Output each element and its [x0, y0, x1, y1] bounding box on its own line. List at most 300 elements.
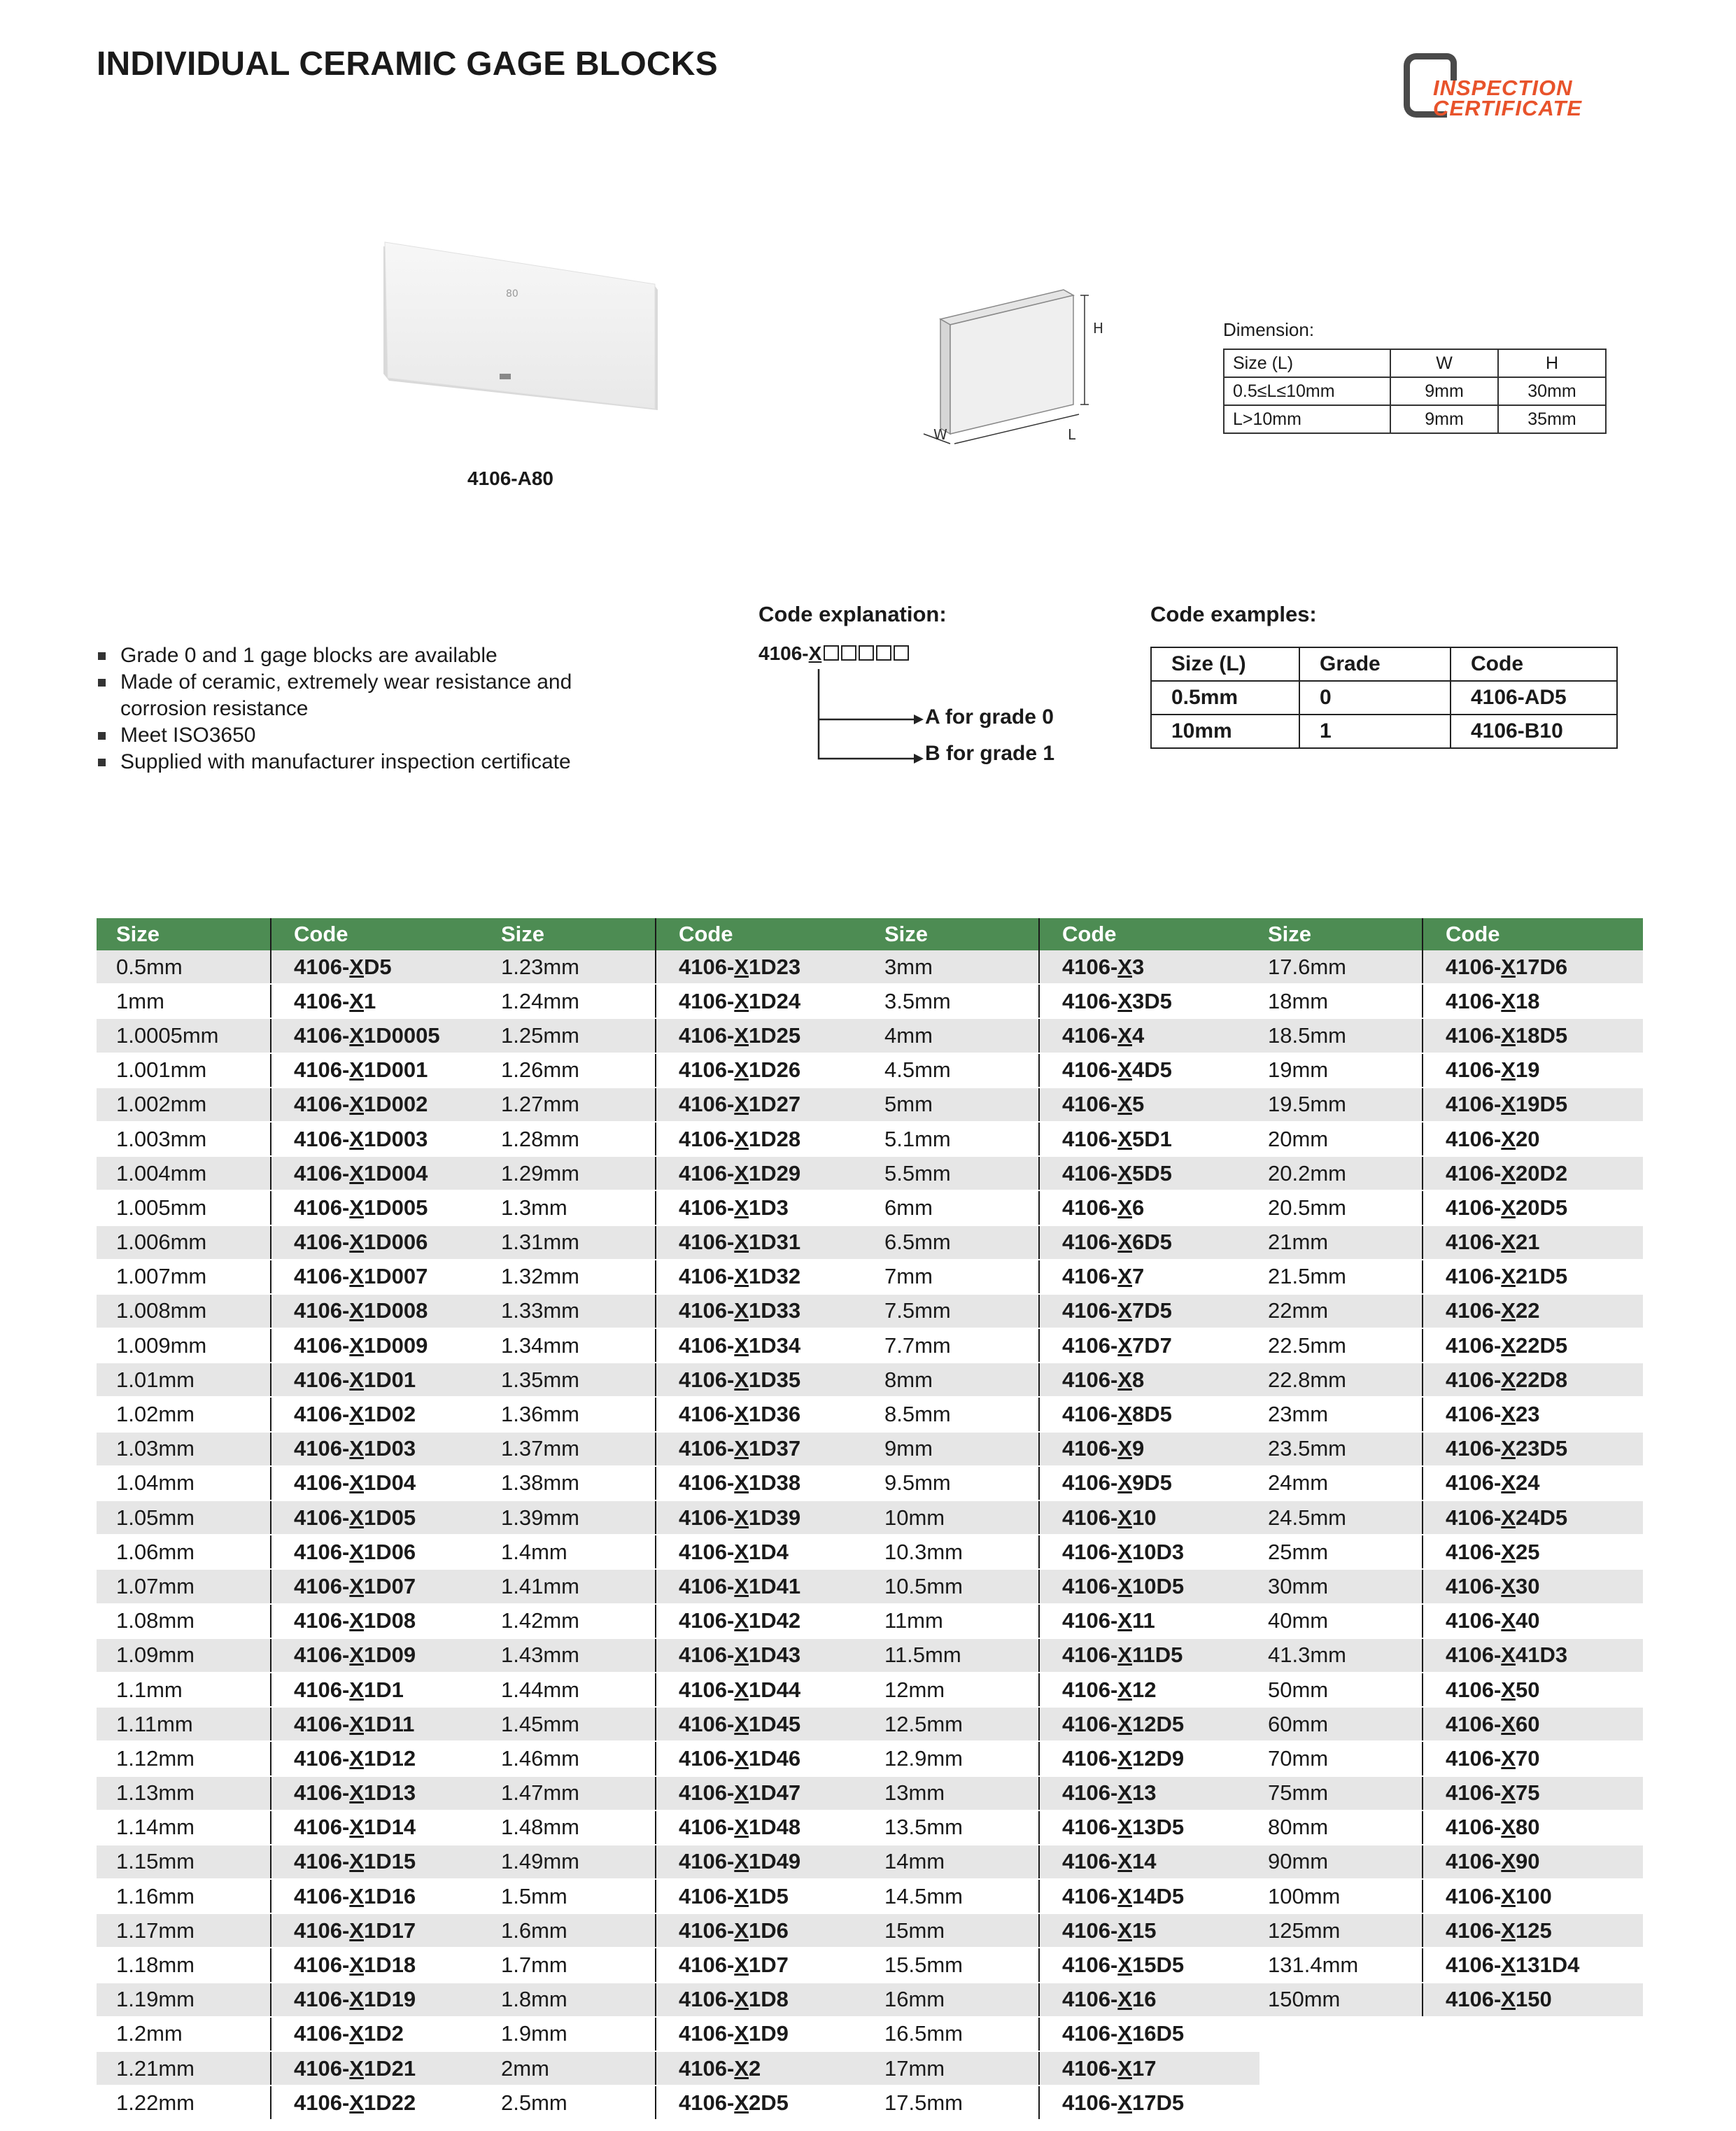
- code-prefix: 4106-: [679, 2090, 735, 2115]
- code-cell: [1039, 1466, 1259, 1500]
- code-suffix: 1D009: [363, 1332, 428, 1358]
- size-cell: 5.1mm: [865, 1122, 1039, 1156]
- code-cell: [271, 1913, 491, 1948]
- code-prefix: 4106-: [294, 1643, 350, 1668]
- table-row: [865, 2086, 1259, 2120]
- arrow-icon: [812, 669, 924, 767]
- size-cell: 15mm: [865, 1913, 1039, 1948]
- code-cell: [1423, 1053, 1643, 1088]
- code-suffix: 1D28: [748, 1126, 801, 1151]
- size-cell: 1.15mm: [97, 1845, 271, 1879]
- code-cell: [271, 984, 491, 1018]
- size-cell: 1.46mm: [481, 1741, 656, 1775]
- code-cell: [271, 1088, 491, 1122]
- table-row: [97, 1638, 491, 1673]
- box-icon: [894, 645, 909, 661]
- table-cell: 0.5≤L≤10mm: [1224, 377, 1390, 405]
- code-suffix: 1D07: [363, 1573, 416, 1598]
- code-cell: [656, 2086, 876, 2120]
- table-row: [97, 1673, 491, 1707]
- table-row: [1151, 681, 1617, 715]
- code-x: X: [1501, 1643, 1516, 1668]
- code-prefix: 4106-: [1062, 1332, 1118, 1358]
- size-cell: 1.12mm: [97, 1741, 271, 1775]
- table-row: [481, 1776, 876, 1810]
- size-code-table-3: [865, 918, 1259, 2121]
- code-cell: [1039, 1053, 1259, 1088]
- code-suffix: 1D49: [748, 1849, 801, 1874]
- code-suffix: 1D11: [363, 1711, 415, 1736]
- code-cell: [656, 1741, 876, 1775]
- table-header-row: [481, 918, 876, 950]
- page-title: INDIVIDUAL CERAMIC GAGE BLOCKS: [97, 45, 718, 83]
- code-prefix: 4106-: [1446, 1126, 1502, 1151]
- code-suffix: 1D5: [748, 1883, 789, 1908]
- table-row: [481, 1260, 876, 1294]
- code-prefix: 4106-: [294, 2021, 350, 2046]
- code-x: X: [1117, 1195, 1132, 1220]
- code-x: X: [1117, 1264, 1132, 1289]
- code-prefix: 4106-: [294, 1298, 350, 1323]
- code-x: X: [1117, 1918, 1132, 1943]
- code-prefix: 4106-: [679, 1815, 735, 1840]
- table-row: [865, 1397, 1259, 1431]
- size-cell: 1.26mm: [481, 1053, 656, 1088]
- code-x: X: [1117, 1780, 1132, 1806]
- size-cell: 19.5mm: [1248, 1088, 1423, 1122]
- code-cell: [1039, 1397, 1259, 1431]
- code-x: X: [1501, 1573, 1516, 1598]
- size-cell: 16.5mm: [865, 2017, 1039, 2051]
- table-row: [1248, 1122, 1643, 1156]
- code-suffix: 15D5: [1131, 1953, 1185, 1978]
- code-x: X: [734, 2055, 749, 2081]
- code-x: X: [1117, 1539, 1132, 1564]
- code-suffix: 1D06: [363, 1539, 416, 1564]
- code-prefix: 4106-: [1446, 1092, 1502, 1117]
- size-cell: 75mm: [1248, 1776, 1423, 1810]
- size-cell: 1.13mm: [97, 1776, 271, 1810]
- size-cell: 6.5mm: [865, 1225, 1039, 1260]
- table-row: [481, 1741, 876, 1775]
- code-suffix: 9D5: [1131, 1470, 1172, 1496]
- code-x: X: [1501, 1711, 1516, 1736]
- code-prefix: 4106-: [1062, 1849, 1118, 1874]
- size-cell: 1.37mm: [481, 1432, 656, 1466]
- code-suffix: 40: [1515, 1608, 1540, 1633]
- size-cell: 7.7mm: [865, 1328, 1039, 1363]
- code-cell: [1039, 1500, 1259, 1535]
- code-cell: [1039, 1604, 1259, 1638]
- code-x: X: [1117, 1092, 1132, 1117]
- code-cell: [1039, 2086, 1259, 2120]
- code-cell: [1423, 1397, 1643, 1431]
- code-x: X: [349, 1539, 364, 1564]
- code-suffix: 1D05: [363, 1505, 416, 1530]
- code-cell: [656, 984, 876, 1018]
- code-prefix: 4106-: [1062, 1092, 1118, 1117]
- code-x: X: [1501, 1539, 1516, 1564]
- code-x: X: [734, 1849, 749, 1874]
- code-suffix: 1D02: [363, 1402, 416, 1427]
- table-cell: 0.5mm: [1151, 681, 1299, 715]
- code-suffix: 41D3: [1515, 1643, 1568, 1668]
- size-cell: 1.43mm: [481, 1638, 656, 1673]
- code-cell: [271, 1190, 491, 1225]
- code-cell: [271, 1535, 491, 1569]
- table-cell: 9mm: [1390, 405, 1498, 433]
- code-cell: [656, 1845, 876, 1879]
- size-cell: 100mm: [1248, 1879, 1423, 1913]
- code-x: X: [349, 1367, 364, 1392]
- code-prefix: 4106-: [294, 1367, 350, 1392]
- code-x: X: [1501, 1677, 1516, 1702]
- table-row: [865, 1983, 1259, 2017]
- size-cell: 1.42mm: [481, 1604, 656, 1638]
- code-x: X: [734, 1815, 749, 1840]
- code-suffix: 22: [1515, 1298, 1540, 1323]
- size-cell: 1.09mm: [97, 1638, 271, 1673]
- table-cell: L>10mm: [1224, 405, 1390, 433]
- code-x: X: [734, 1953, 749, 1978]
- table-row: [1248, 1088, 1643, 1122]
- table-row: [865, 1294, 1259, 1328]
- code-prefix: 4106-: [1446, 1883, 1502, 1908]
- code-cell: [1423, 1638, 1643, 1673]
- code-prefix: 4106-: [679, 1436, 735, 1461]
- code-prefix: 4106-: [294, 1057, 350, 1083]
- size-cell: 1.39mm: [481, 1500, 656, 1535]
- code-suffix: 1D42: [748, 1608, 801, 1633]
- code-prefix: 4106-: [294, 988, 350, 1013]
- code-cell: [1039, 1225, 1259, 1260]
- size-cell: 16mm: [865, 1983, 1039, 2017]
- code-cell: [1039, 1535, 1259, 1569]
- code-x: X: [1501, 1160, 1516, 1186]
- code-suffix: 1D46: [748, 1745, 801, 1771]
- size-cell: 3.5mm: [865, 984, 1039, 1018]
- code-cell: [1423, 1328, 1643, 1363]
- table-row: [481, 1053, 876, 1088]
- code-x: X: [1117, 1711, 1132, 1736]
- code-cell: [1423, 1294, 1643, 1328]
- table-row: [865, 1879, 1259, 1913]
- table-row: [1248, 1569, 1643, 1603]
- code-suffix: 1D31: [748, 1230, 801, 1255]
- code-x: X: [1117, 1298, 1132, 1323]
- code-prefix: 4106-: [1062, 2090, 1118, 2115]
- code-prefix: 4106-: [294, 1402, 350, 1427]
- code-cell: [1039, 1156, 1259, 1190]
- table-row: [481, 1535, 876, 1569]
- size-cell: 8mm: [865, 1363, 1039, 1397]
- grade-a-label: A for grade 0: [925, 705, 1054, 729]
- table-row: [481, 984, 876, 1018]
- code-x: X: [1501, 1987, 1516, 2012]
- code-suffix: 1D47: [748, 1780, 801, 1806]
- table-row: [1248, 1845, 1643, 1879]
- code-suffix: 1D26: [748, 1057, 801, 1083]
- code-cell: [1423, 1948, 1643, 1982]
- code-suffix: D5: [363, 954, 392, 979]
- size-cell: 1.08mm: [97, 1604, 271, 1638]
- size-cell: 1.4mm: [481, 1535, 656, 1569]
- table-row: [1248, 1294, 1643, 1328]
- code-cell: [1423, 1156, 1643, 1190]
- code-suffix: 12D9: [1131, 1745, 1185, 1771]
- table-row: [481, 1673, 876, 1707]
- code-cell: [1423, 1604, 1643, 1638]
- size-cell: 24.5mm: [1248, 1500, 1423, 1535]
- code-prefix: 4106-: [1446, 1022, 1502, 1048]
- table-row: [1248, 1776, 1643, 1810]
- code-cell: [1423, 1535, 1643, 1569]
- code-x: X: [349, 1987, 364, 2012]
- code-prefix: 4106-: [1062, 1643, 1118, 1668]
- photo-caption: 4106-A80: [467, 467, 553, 489]
- code-cell: [656, 1466, 876, 1500]
- code-suffix: 1D15: [363, 1849, 416, 1874]
- code-x: X: [1501, 1057, 1516, 1083]
- code-prefix: 4106-: [1062, 1195, 1118, 1220]
- table-cell: 1: [1299, 715, 1451, 748]
- code-suffix: 17D5: [1131, 2090, 1185, 2115]
- size-cell: 4.5mm: [865, 1053, 1039, 1088]
- code-prefix: 4106-: [1446, 954, 1502, 979]
- table-row: [97, 1225, 491, 1260]
- table-header-cell: Size (L): [1151, 647, 1299, 681]
- code-suffix: 12: [1131, 1677, 1157, 1702]
- table-row: [481, 1879, 876, 1913]
- code-cell: [1039, 1776, 1259, 1810]
- code-cell: [1423, 1776, 1643, 1810]
- code-prefix: 4106-: [1062, 1505, 1118, 1530]
- code-suffix: 5D5: [1131, 1160, 1172, 1186]
- code-x: X: [1501, 1815, 1516, 1840]
- code-cell: [1039, 1983, 1259, 2017]
- code-x: X: [349, 1608, 364, 1633]
- table-row: [1248, 1053, 1643, 1088]
- code-prefix: 4106-: [679, 2055, 735, 2081]
- code-cell: [271, 1845, 491, 1879]
- table-row: [865, 1913, 1259, 1948]
- table-row: [481, 1328, 876, 1363]
- table-row: [865, 1156, 1259, 1190]
- code-cell: [656, 1328, 876, 1363]
- code-cell: [271, 1432, 491, 1466]
- code-x: X: [349, 1195, 364, 1220]
- feature-list: [97, 642, 572, 775]
- code-suffix: 1D45: [748, 1711, 801, 1736]
- code-prefix: 4106-: [1062, 1230, 1118, 1255]
- table-row: [481, 1638, 876, 1673]
- size-cell: 1.18mm: [97, 1948, 271, 1982]
- table-row: [1248, 1983, 1643, 2017]
- code-cell: [1423, 1707, 1643, 1741]
- code-x: X: [734, 1332, 749, 1358]
- code-cell: [656, 1363, 876, 1397]
- code-prefix: 4106-: [679, 1402, 735, 1427]
- code-prefix: 4106-: [1062, 1711, 1118, 1736]
- code-suffix: 6D5: [1131, 1230, 1172, 1255]
- table-row: [97, 1983, 491, 2017]
- size-cell: 8.5mm: [865, 1397, 1039, 1431]
- code-suffix: 18: [1515, 988, 1540, 1013]
- code-x: X: [734, 1436, 749, 1461]
- size-cell: 1.44mm: [481, 1673, 656, 1707]
- code-prefix: 4106-: [1062, 1677, 1118, 1702]
- code-x: X: [349, 2055, 364, 2081]
- code-x: X: [1117, 1849, 1132, 1874]
- code-suffix: 13D5: [1131, 1815, 1185, 1840]
- code-prefix: 4106-: [1062, 1367, 1118, 1392]
- code-x: X: [1117, 1505, 1132, 1530]
- size-cell: 1.06mm: [97, 1535, 271, 1569]
- size-header: Size: [865, 918, 1039, 950]
- code-prefix: 4106-: [294, 2055, 350, 2081]
- code-cell: [656, 1673, 876, 1707]
- code-prefix: 4106-: [1446, 1677, 1502, 1702]
- code-suffix: 1D41: [748, 1573, 801, 1598]
- code-prefix: 4106-: [1062, 1436, 1118, 1461]
- code-cell: [656, 1053, 876, 1088]
- code-cell: [656, 1432, 876, 1466]
- code-prefix: 4106-: [1062, 1264, 1118, 1289]
- code-suffix: 1D37: [748, 1436, 801, 1461]
- size-cell: 22.5mm: [1248, 1328, 1423, 1363]
- table-row: [865, 1328, 1259, 1363]
- code-prefix: 4106-: [1062, 1953, 1118, 1978]
- code-prefix: 4106-: [294, 1195, 350, 1220]
- code-x: X: [349, 1573, 364, 1598]
- code-prefix: 4106-: [1446, 1539, 1502, 1564]
- code-prefix: 4106-: [679, 1849, 735, 1874]
- code-prefix: 4106-: [1446, 988, 1502, 1013]
- code-prefix: 4106-: [1446, 1230, 1502, 1255]
- table-row: [1224, 405, 1606, 433]
- code-cell: [271, 1673, 491, 1707]
- table-row: [1248, 1466, 1643, 1500]
- code-prefix: 4106-: [1062, 1057, 1118, 1083]
- size-cell: 12.5mm: [865, 1707, 1039, 1741]
- code-suffix: 1D25: [748, 1022, 801, 1048]
- code-x: X: [349, 2090, 364, 2115]
- table-row: [865, 1741, 1259, 1775]
- code-suffix: 1D48: [748, 1815, 801, 1840]
- code-x: X: [1117, 1883, 1132, 1908]
- code-prefix: 4106-: [1446, 1918, 1502, 1943]
- code-suffix: 1: [363, 988, 376, 1013]
- code-x: X: [1501, 1883, 1516, 1908]
- code-x: X: [349, 1849, 364, 1874]
- code-x: X: [1117, 1643, 1132, 1668]
- code-x: X: [1117, 1126, 1132, 1151]
- code-suffix: 2D5: [748, 2090, 789, 2115]
- code-x: X: [1501, 1332, 1516, 1358]
- code-x: X: [1117, 1987, 1132, 2012]
- code-cell: [656, 1190, 876, 1225]
- table-row: [97, 1879, 491, 1913]
- table-row: [481, 1604, 876, 1638]
- size-cell: 1.24mm: [481, 984, 656, 1018]
- code-suffix: 1D9: [748, 2021, 789, 2046]
- code-prefix: 4106-: [1062, 1987, 1118, 2012]
- table-row: [97, 2086, 491, 2120]
- size-cell: 1.33mm: [481, 1294, 656, 1328]
- table-cell: 4106-AD5: [1451, 681, 1617, 715]
- size-cell: 1.3mm: [481, 1190, 656, 1225]
- code-suffix: 1D004: [363, 1160, 428, 1186]
- code-x: X: [734, 1402, 749, 1427]
- code-prefix: 4106-: [1446, 1815, 1502, 1840]
- code-suffix: 1D006: [363, 1230, 428, 1255]
- code-x: X: [349, 1815, 364, 1840]
- code-cell: [271, 1983, 491, 2017]
- table-cell: 4106-B10: [1451, 715, 1617, 748]
- code-x: X: [1501, 1092, 1516, 1117]
- code-suffix: 1D35: [748, 1367, 801, 1392]
- code-x: X: [734, 1539, 749, 1564]
- code-suffix: 12D5: [1131, 1711, 1185, 1736]
- label-w: W: [933, 426, 947, 443]
- size-cell: 9.5mm: [865, 1466, 1039, 1500]
- code-x: X: [734, 1298, 749, 1323]
- code-suffix: 1D14: [363, 1815, 416, 1840]
- size-cell: 18mm: [1248, 984, 1423, 1018]
- code-cell: [656, 1810, 876, 1845]
- size-cell: 1.16mm: [97, 1879, 271, 1913]
- table-row: [97, 1294, 491, 1328]
- code-suffix: 150: [1515, 1987, 1552, 2012]
- code-suffix: 1D1: [363, 1677, 404, 1702]
- code-cell: [271, 1741, 491, 1775]
- table-row: [865, 2017, 1259, 2051]
- code-prefix: 4106-: [294, 1573, 350, 1598]
- table-row: [97, 984, 491, 1018]
- block-marking: 80: [506, 288, 518, 300]
- code-suffix: 19D5: [1515, 1092, 1568, 1117]
- code-cell: [1039, 1088, 1259, 1122]
- code-prefix: 4106-: [1446, 1402, 1502, 1427]
- code-x: X: [349, 1057, 364, 1083]
- table-row: [1248, 1913, 1643, 1948]
- table-row: [1248, 1948, 1643, 1982]
- table-row: [865, 1122, 1259, 1156]
- table-row: [97, 1913, 491, 1948]
- code-x: X: [734, 1195, 749, 1220]
- size-cell: 1.7mm: [481, 1948, 656, 1982]
- size-cell: 1.03mm: [97, 1432, 271, 1466]
- code-x: X: [734, 1367, 749, 1392]
- table-row: [97, 1363, 491, 1397]
- code-suffix: 18D5: [1515, 1022, 1568, 1048]
- table-row: [97, 1776, 491, 1810]
- code-suffix: 14: [1131, 1849, 1157, 1874]
- code-cell: [1039, 2051, 1259, 2086]
- code-x: X: [734, 1711, 749, 1736]
- size-cell: 21.5mm: [1248, 1260, 1423, 1294]
- size-code-table-4: [1248, 918, 1643, 2018]
- size-cell: 15.5mm: [865, 1948, 1039, 1982]
- code-cell: [1039, 1913, 1259, 1948]
- code-cell: [271, 1260, 491, 1294]
- table-row: [481, 1466, 876, 1500]
- size-header: Size: [481, 918, 656, 950]
- code-suffix: 8D5: [1131, 1402, 1172, 1427]
- code-prefix: 4106-: [294, 1230, 350, 1255]
- code-x: X: [734, 988, 749, 1013]
- code-cell: [656, 1776, 876, 1810]
